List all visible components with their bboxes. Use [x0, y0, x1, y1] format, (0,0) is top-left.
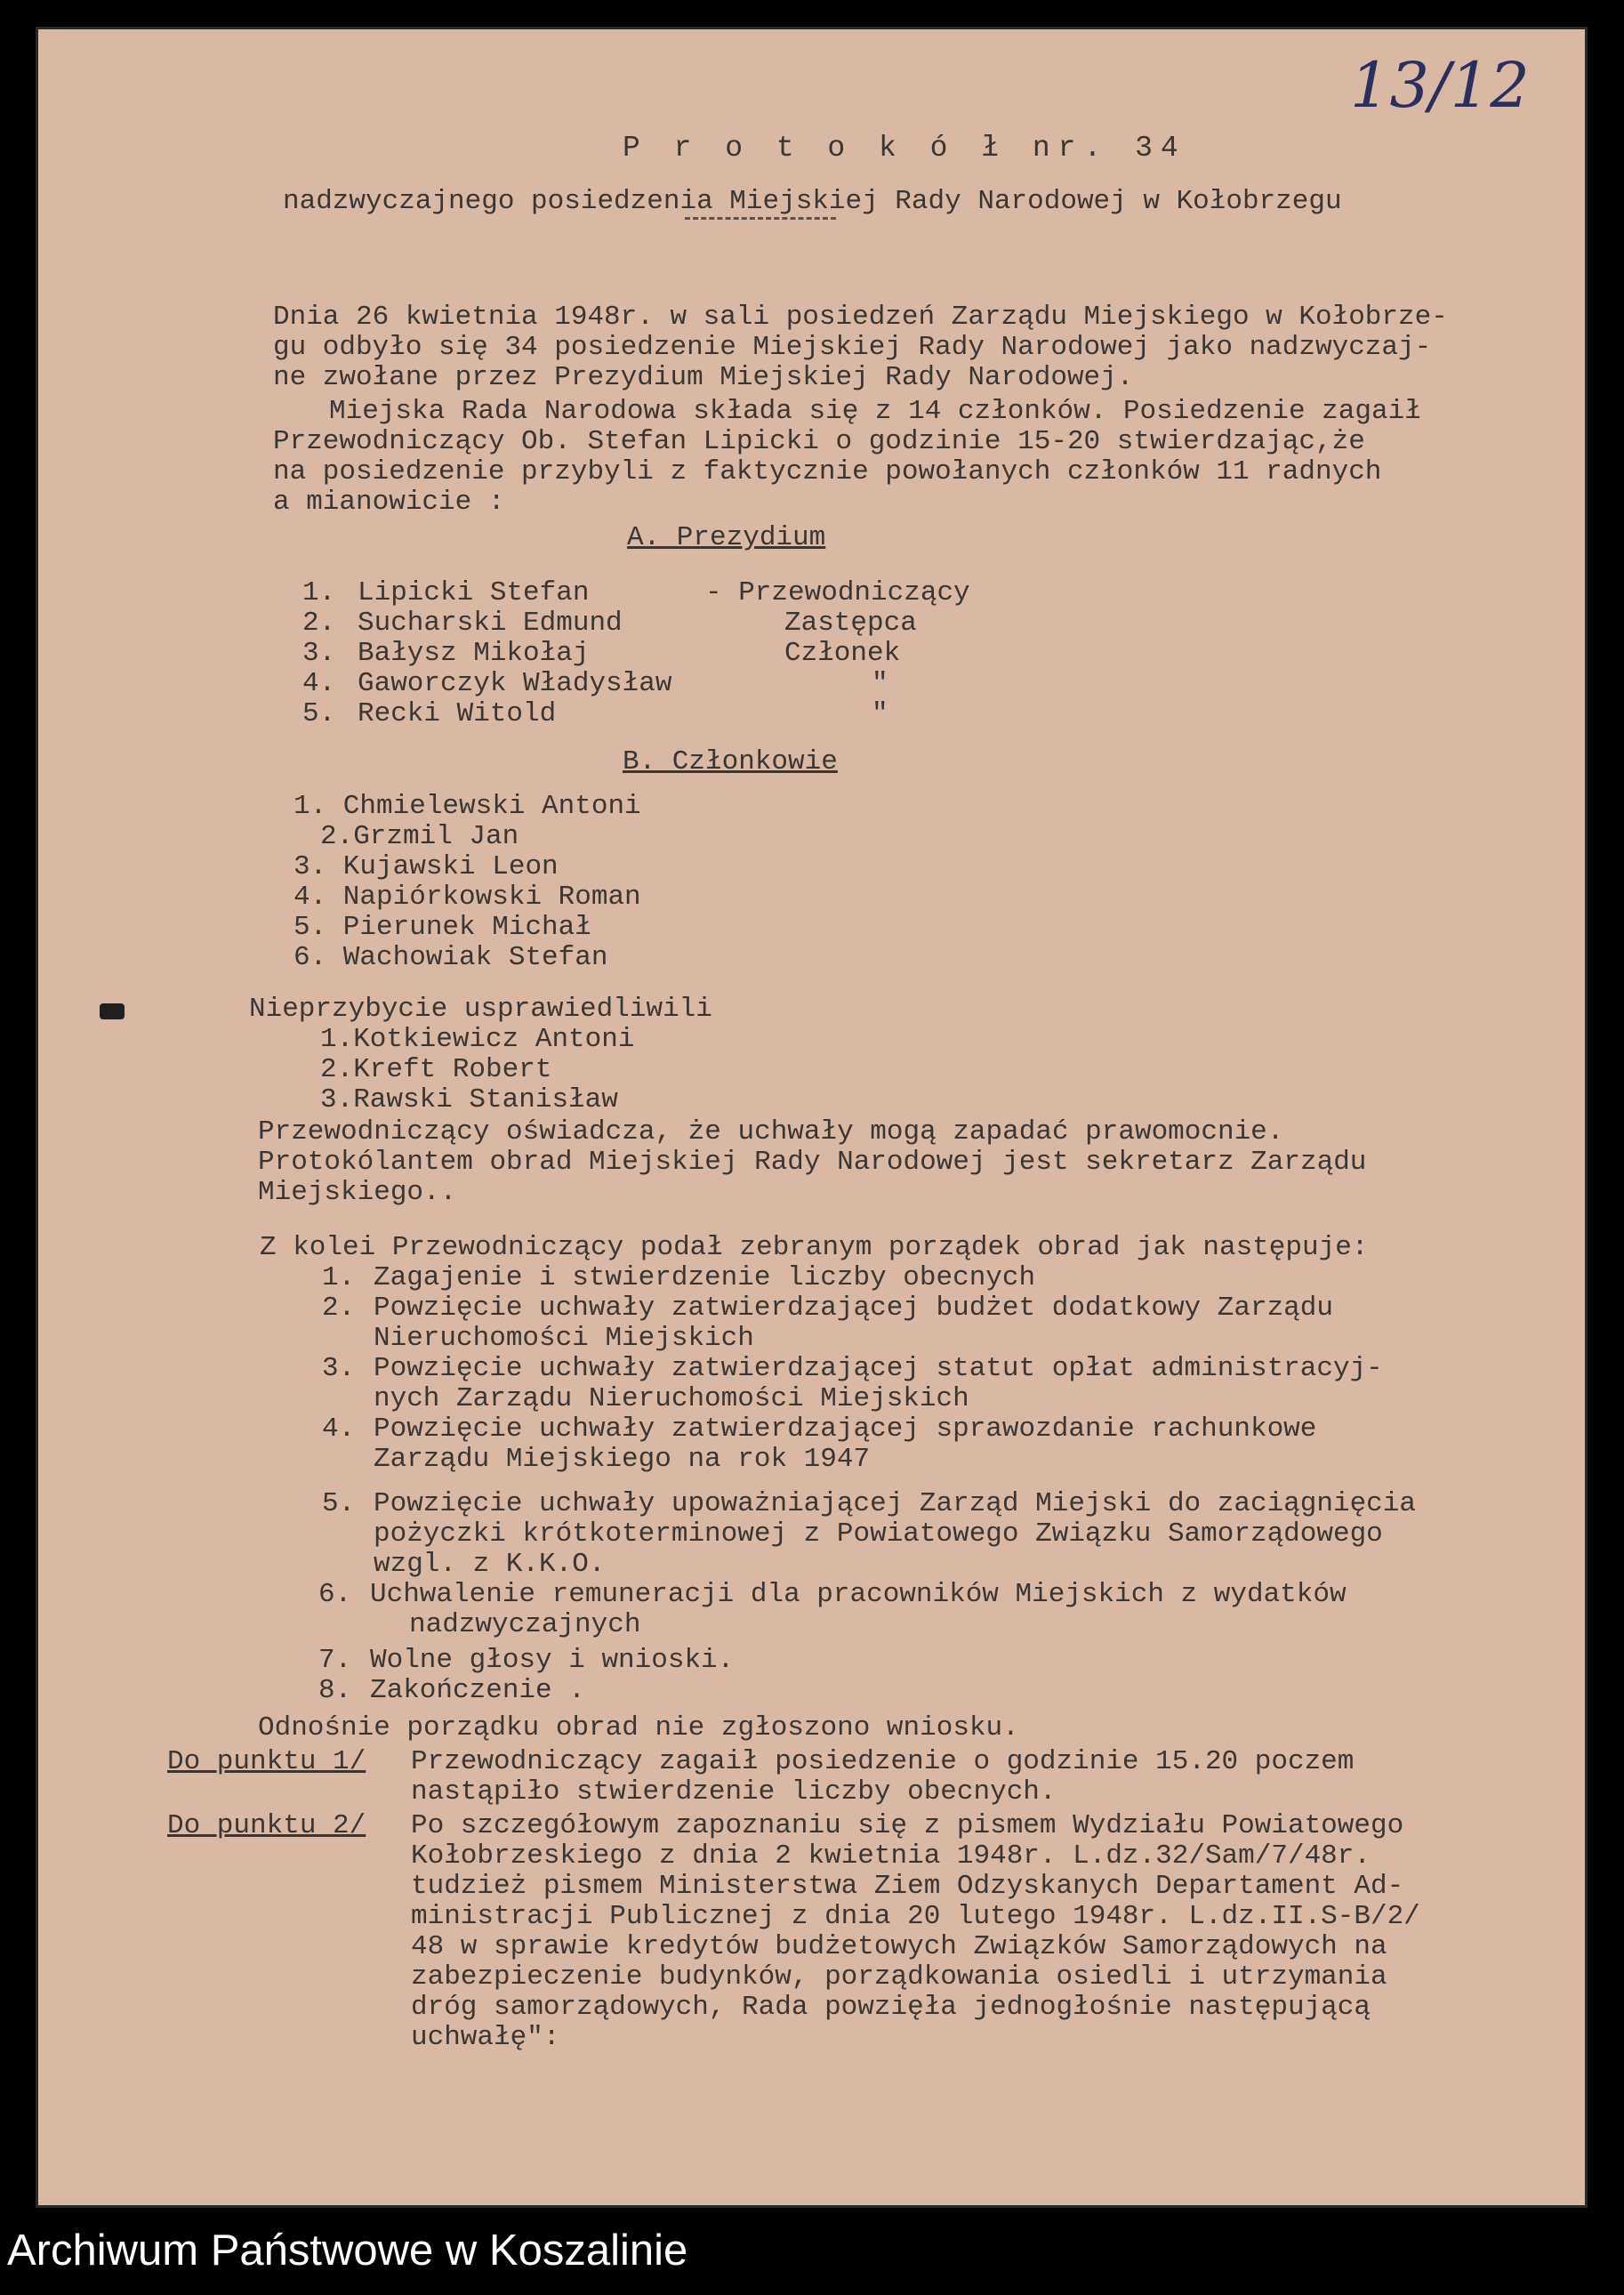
- point-2-line: uchwałę":: [411, 2022, 560, 2053]
- member-line: 1. Chmielewski Antoni: [293, 791, 641, 822]
- point-2-label: Do punktu 2/: [167, 1810, 366, 1841]
- intro-line: Przewodniczący Ob. Stefan Lipicki o godzinie 15-20 stwierdzając,że: [273, 426, 1365, 457]
- agenda-text: Zakończenie .: [370, 1675, 585, 1706]
- agenda-text: Powzięcie uchwały zatwierdzającej budżet dodatkowy Zarządu: [374, 1292, 1333, 1324]
- agenda-text: Zarządu Miejskiego na rok 1947: [374, 1444, 871, 1475]
- punch-hole-mark: [100, 1003, 125, 1019]
- agenda-note: Odnośnie porządku obrad nie zgłoszono wniosku.: [258, 1712, 1019, 1743]
- point-2-line: Kołobrzeskiego z dnia 2 kwietnia 1948r. L.dz.32/Sam/7/48r.: [411, 1840, 1371, 1872]
- agenda-intro: Z kolei Przewodniczący podał zebranym porządek obrad jak następuje:: [260, 1232, 1369, 1263]
- point-2-line: Po szczegółowym zapoznaniu się z pismem Wydziału Powiatowego: [411, 1810, 1404, 1841]
- member-line: 4. Napiórkowski Roman: [293, 882, 641, 913]
- point-1-line: nastąpiło stwierdzenie liczby obecnych.: [411, 1776, 1057, 1808]
- member-name: Gaworczyk Władysław: [358, 668, 672, 699]
- section-a-heading: A. Prezydium: [627, 522, 826, 553]
- member-name: Bałysz Mikołaj: [358, 638, 590, 669]
- member-line: 3. Kujawski Leon: [293, 851, 559, 882]
- section-b-heading: B. Członkowie: [623, 746, 838, 777]
- point-1-label: Do punktu 1/: [167, 1746, 366, 1777]
- point-2-line: 48 w sprawie kredytów budżetowych Związków Samorządowych na: [411, 1931, 1387, 1962]
- member-role: ": [872, 698, 888, 729]
- agenda-text: Powzięcie uchwały upoważniającej Zarząd Miejski do zaciągnięcia: [374, 1488, 1416, 1519]
- member-name: Lipicki Stefan: [358, 577, 590, 608]
- member-number: 3.: [302, 638, 336, 669]
- agenda-number: 3.: [322, 1353, 356, 1384]
- intro-line: Dnia 26 kwietnia 1948r. w sali posiedzeń Zarządu Miejskiego w Kołobrze-: [273, 302, 1448, 333]
- member-role: - Przewodniczący: [705, 577, 970, 608]
- intro-line: a mianowicie :: [273, 487, 505, 518]
- intro-line: gu odbyło się 34 posiedzenie Miejskiej Rady Narodowej jako nadzwyczaj-: [273, 332, 1432, 363]
- member-line: 2.Grzmil Jan: [320, 821, 519, 852]
- page-number-note: 13/12: [1350, 49, 1530, 122]
- agenda-text: Zagajenie i stwierdzenie liczby obecnych: [374, 1262, 1036, 1293]
- excused-line: 3.Rawski Stanisław: [320, 1084, 618, 1115]
- agenda-number: 2.: [322, 1292, 356, 1324]
- member-line: 6. Wachowiak Stefan: [293, 942, 608, 973]
- agenda-text: Powzięcie uchwały zatwierdzającej statut opłat administracyj-: [374, 1353, 1383, 1384]
- intro-line: na posiedzenie przybyli z faktycznie powołanych członków 11 radnych: [273, 456, 1382, 487]
- point-2-line: tudzież pismem Ministerstwa Ziem Odzyskanych Departament Ad-: [411, 1871, 1404, 1902]
- agenda-number: 1.: [322, 1262, 356, 1293]
- member-number: 5.: [302, 698, 336, 729]
- document-title: P r o t o k ó ł nr. 34: [623, 132, 1186, 165]
- intro-line: ne zwołane przez Prezydium Miejskiej Rady Narodowej.: [273, 362, 1134, 393]
- agenda-text: nadzwyczajnych: [409, 1609, 641, 1640]
- intro-line: Miejska Rada Narodowa składa się z 14 członków. Posiedzenie zagaił: [329, 396, 1421, 427]
- point-2-line: zabezpieczenie budynków, porządkowania osiedli i utrzymania: [411, 1961, 1387, 1993]
- member-number: 4.: [302, 668, 336, 699]
- member-role: ": [872, 668, 888, 699]
- agenda-text: Nieruchomości Miejskich: [374, 1323, 754, 1354]
- title-divider: [685, 217, 836, 225]
- agenda-number: 6.: [318, 1579, 352, 1610]
- agenda-text: pożyczki krótkoterminowej z Powiatowego Związku Samorządowego: [374, 1518, 1383, 1550]
- point-2-line: ministracji Publicznej z dnia 20 lutego 1948r. L.dz.II.S-B/2/: [411, 1901, 1420, 1932]
- member-role: Członek: [784, 638, 901, 669]
- member-role: Zastępca: [784, 608, 917, 639]
- point-1-line: Przewodniczący zagaił posiedzenie o godzinie 15.20 poczem: [411, 1746, 1355, 1777]
- agenda-text: nych Zarządu Nieruchomości Miejskich: [374, 1383, 969, 1414]
- statement-line: Przewodniczący oświadcza, że uchwały mogą zapadać prawomocnie.: [258, 1116, 1284, 1148]
- member-number: 1.: [302, 577, 336, 608]
- agenda-number: 7.: [318, 1645, 352, 1676]
- member-name: Sucharski Edmund: [358, 608, 623, 639]
- agenda-text: Powzięcie uchwały zatwierdzającej sprawozdanie rachunkowe: [374, 1413, 1317, 1445]
- point-2-line: dróg samorządowych, Rada powzięła jednogłośnie następującą: [411, 1992, 1371, 2023]
- agenda-text: wzgl. z K.K.O.: [374, 1549, 606, 1580]
- excused-line: 1.Kotkiewicz Antoni: [320, 1024, 635, 1055]
- statement-line: Protokólantem obrad Miejskiej Rady Narodowej jest sekretarz Zarządu: [258, 1147, 1367, 1178]
- agenda-number: 8.: [318, 1675, 352, 1706]
- member-name: Recki Witold: [358, 698, 557, 729]
- agenda-number: 5.: [322, 1488, 356, 1519]
- member-number: 2.: [302, 608, 336, 639]
- agenda-text: Uchwalenie remuneracji dla pracowników Miejskich z wydatków: [370, 1579, 1347, 1610]
- document-subtitle: nadzwyczajnego posiedzenia Miejskiej Rady Narodowej w Kołobrzegu: [283, 186, 1342, 217]
- member-line: 5. Pierunek Michał: [293, 912, 591, 943]
- excused-heading: Nieprzybycie usprawiedliwili: [249, 994, 712, 1025]
- excused-line: 2.Kreft Robert: [320, 1054, 552, 1085]
- agenda-number: 4.: [322, 1413, 356, 1445]
- statement-line: Miejskiego..: [258, 1177, 457, 1208]
- agenda-text: Wolne głosy i wnioski.: [370, 1645, 735, 1676]
- archive-footer-caption: Archiwum Państwowe w Koszalinie: [7, 2227, 688, 2275]
